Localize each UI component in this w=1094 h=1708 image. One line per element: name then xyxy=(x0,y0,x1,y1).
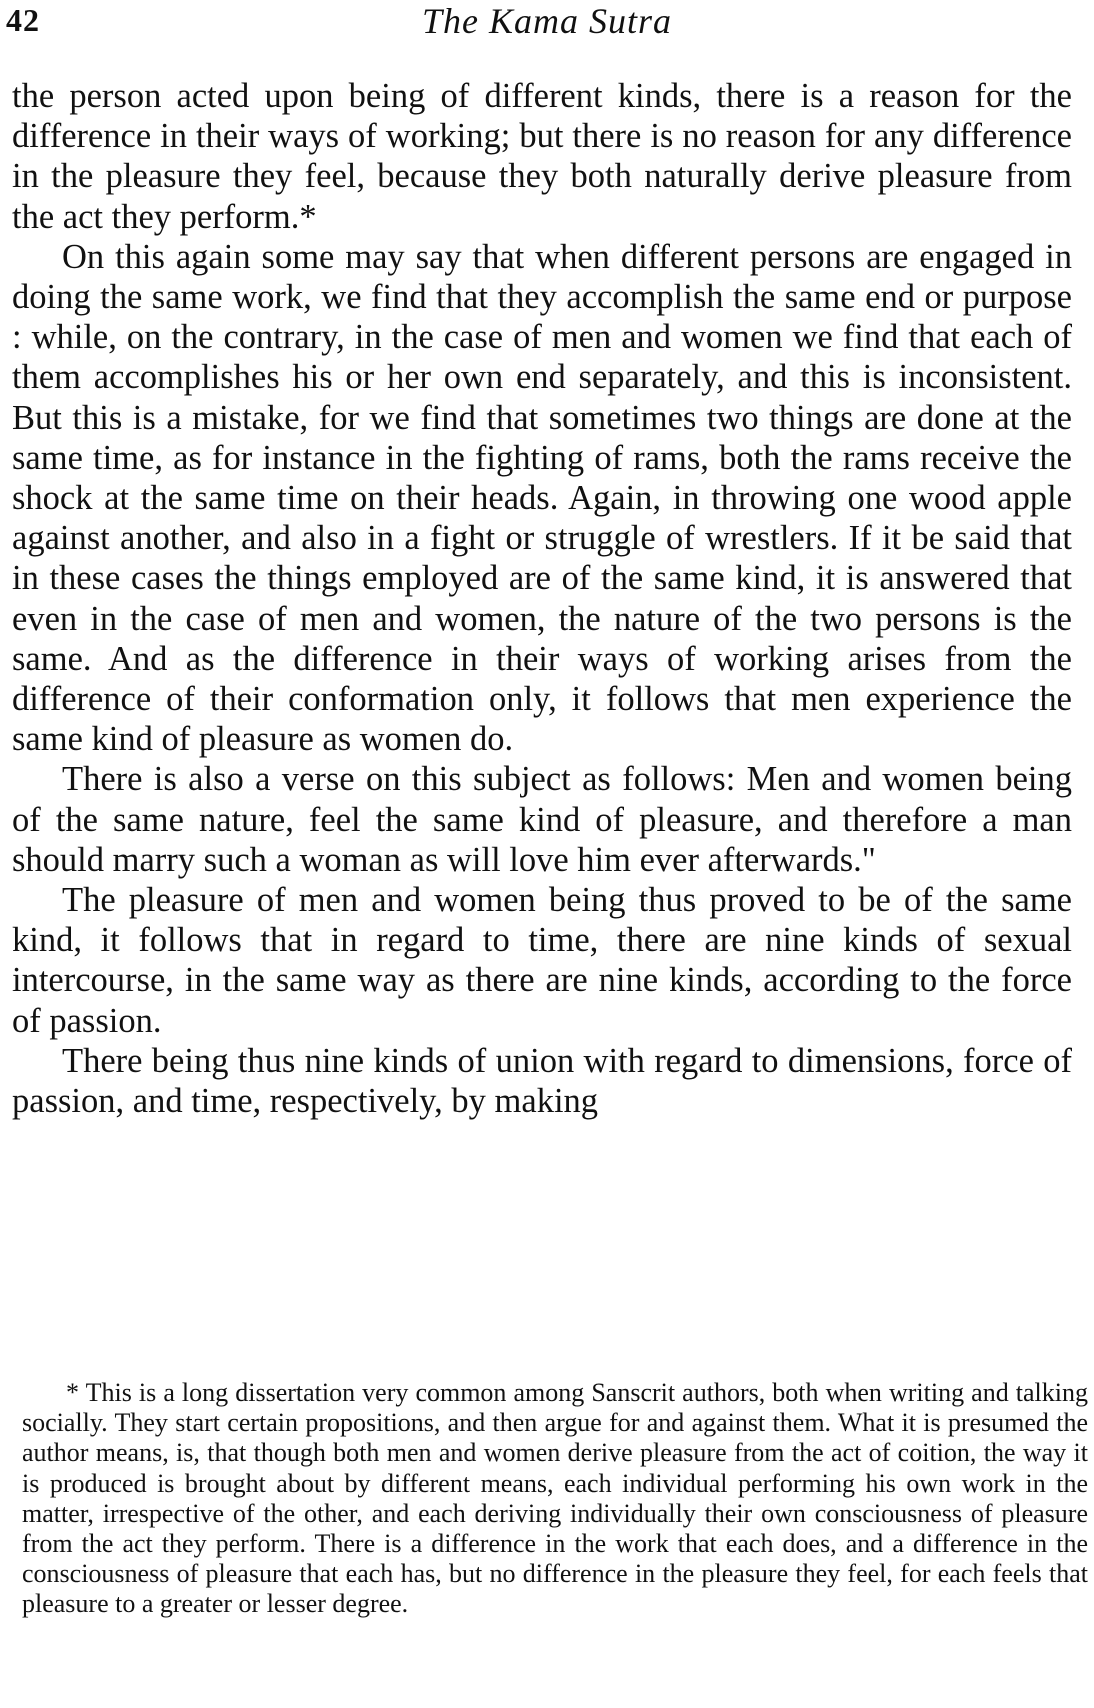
paragraph: On this again some may say that when different persons are engaged in doing the same work, we find that they accomplish the same end or purpose : while, on the contrary, in the case of men and women we find that each of them accomplishes his or her own end separately, and this is inconsistent. But this is a mistake, for we find that sometimes two things are done at the same time, as for instance in the fighting of rams, both the rams receive the shock at the same time on their heads. Again, in throwing one wood apple against another, and also in a fight or struggle of wrestlers. If it be said that in these cases the things employed are of the same kind, it is answered that even in the case of men and women, the nature of the two persons is the same. And as the difference in their ways of working arises from the difference of their conformation only, it follows that men experience the same kind of pleasure as women do. xyxy=(12,237,1072,759)
paragraph: There being thus nine kinds of union with regard to dimensions, force of passion, and time, respectively, by making xyxy=(12,1041,1072,1121)
paragraph-verse: There is also a verse on this subject as follows: Men and women being of the same nature, feel the same kind of pleasure, and therefore a man should marry such a woman as will love him ever afterwards." xyxy=(12,760,1072,879)
paragraph-continued: the person acted upon being of different kinds, there is a reason for the difference in their ways of working; but there is no reason for any difference in the pleasure they feel, because they both naturally derive pleasure from the act they perform.* xyxy=(12,77,1072,236)
page-header xyxy=(0,0,1094,50)
running-title: The Kama Sutra xyxy=(421,1,673,41)
body-text xyxy=(12,76,1072,1121)
footnote xyxy=(22,1378,1088,1620)
footnote-text: * This is a long dissertation very common among Sanscrit authors, both when writing and talking socially. They start certain propositions, and then argue for and against them. What it is presumed the author means, is, that though both men and women derive pleasure from the act of coition, the way it is produced is brought about by different means, each individual performing his own work in the matter, irrespective of the other, and each deriving individually their own consciousness of pleasure from the act they perform. There is a difference in the work that each does, and a difference in the consciousness of pleasure that each has, but no difference in the pleasure they feel, for each feels that pleasure to a greater or lesser degree. xyxy=(22,1378,1088,1619)
paragraph: The pleasure of men and women being thus proved to be of the same kind, it follows that in regard to time, there are nine kinds of sexual intercourse, in the same way as there are nine kinds, according to the force of passion. xyxy=(12,881,1072,1040)
page-number: 42 xyxy=(6,2,40,38)
